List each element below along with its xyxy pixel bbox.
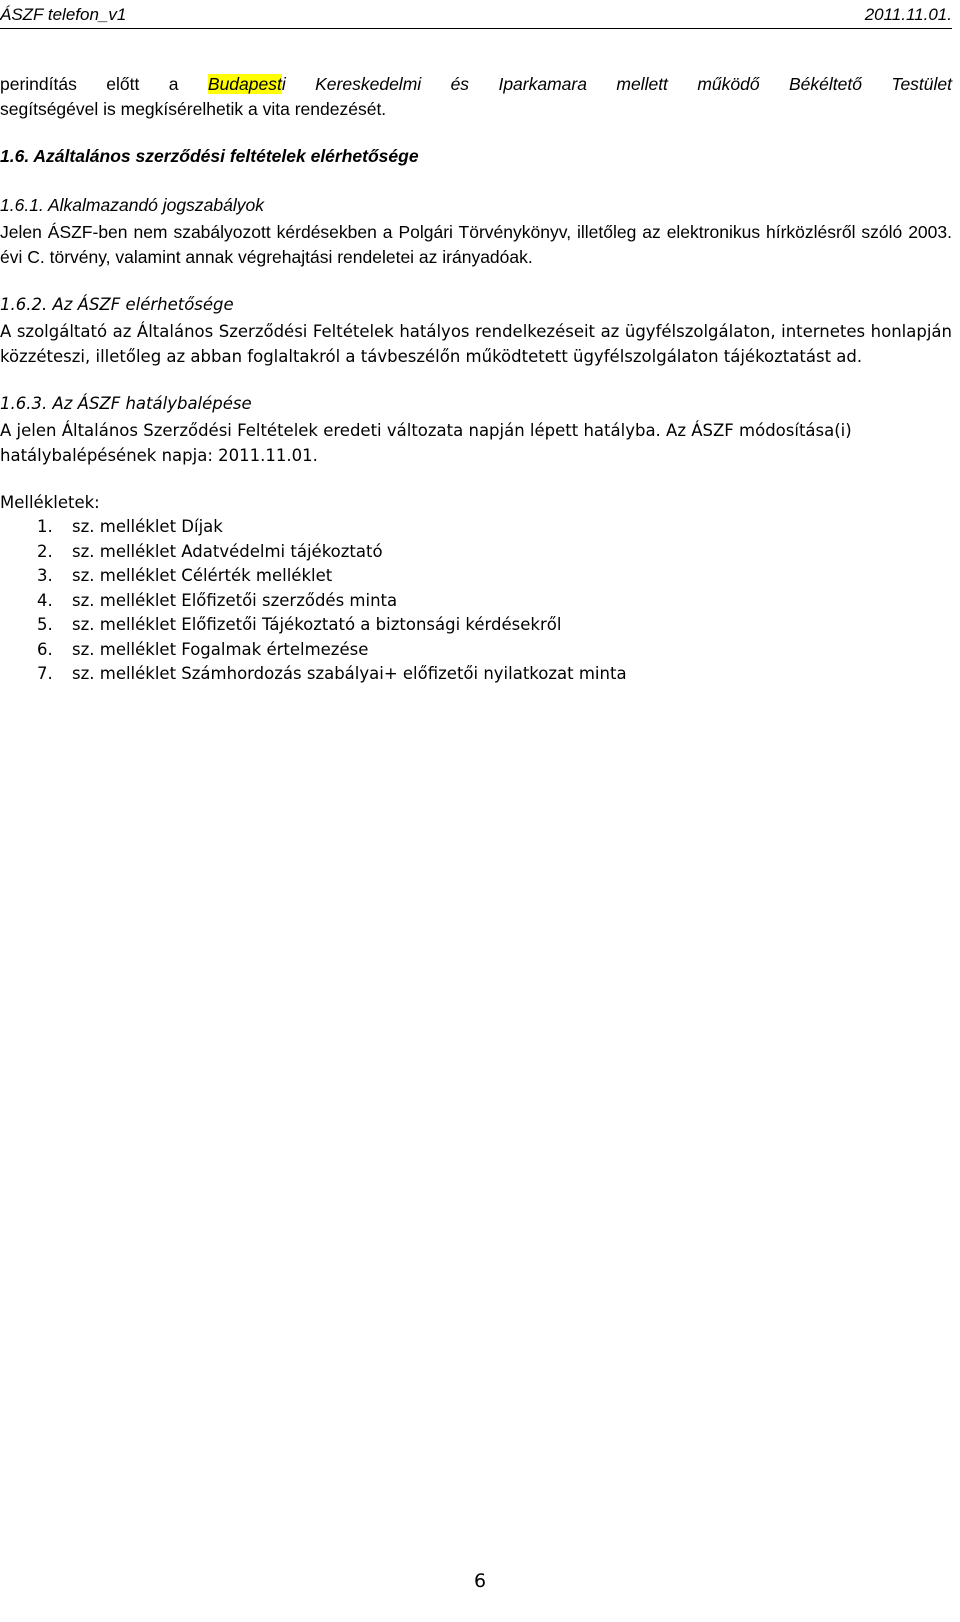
list-item-number: 6. <box>37 639 53 659</box>
intro-text-after: i Kereskedelmi és Iparkamara mellett működő Békéltető Testület <box>281 74 953 94</box>
page-number: 6 <box>473 1570 487 1592</box>
list-item-text: sz. melléklet Fogalmak értelmezése <box>72 639 369 659</box>
section-1-6-3-heading: 1.6.3. Az ÁSZF hatálybalépése <box>0 394 252 413</box>
list-item <box>0 515 952 540</box>
header-doc-title: ÁSZF telefon_v1 <box>0 5 127 24</box>
list-item <box>0 589 952 614</box>
list-item-text: sz. melléklet Előfizetői Tájékoztató a biztonsági kérdésekről <box>72 615 562 634</box>
list-item-number: 3. <box>37 566 53 585</box>
section-1-6-2-heading: 1.6.2. Az ÁSZF elérhetősége <box>0 295 234 314</box>
attachments-title: Mellékletek: <box>0 493 100 512</box>
list-item-text: sz. melléklet Díjak <box>72 517 223 536</box>
list-item <box>0 638 952 663</box>
list-item-text: sz. melléklet Előfizetői szerződés minta <box>72 590 398 610</box>
attachments-list <box>0 515 952 687</box>
section-1-6-heading: 1.6. Azáltalános szerződési feltételek elérhetősége <box>0 146 419 166</box>
intro-text-before: perindítás előtt a <box>0 74 208 94</box>
list-item <box>0 564 952 589</box>
header-date: 2011.11.01. <box>864 5 952 24</box>
intro-line-1 <box>0 72 952 97</box>
list-item <box>0 613 952 638</box>
list-item <box>0 662 952 687</box>
section-1-6-1-heading: 1.6.1. Alkalmazandó jogszabályok <box>0 195 264 215</box>
list-item-text: sz. melléklet Célérték melléklet <box>72 566 333 585</box>
intro-highlight: Budapest <box>207 74 282 94</box>
list-item-number: 4. <box>37 590 53 610</box>
list-item-number: 2. <box>37 541 53 561</box>
list-item-number: 5. <box>37 615 53 634</box>
section-1-6-3-body: A jelen Általános Szerződési Feltételek eredeti változata napján lépett hatályba. Az ÁSZF módosítása(i) hatálybalépésének napja: 2011.11.01. <box>0 421 852 465</box>
list-item-number: 1. <box>37 517 53 536</box>
section-1-6-2-body: A szolgáltató az Általános Szerződési Feltételek hatályos rendelkezéseit az ügyfélszolgálaton, internetes honlapján közzéteszi, illetőleg az abban foglaltakról a távbeszélőn működtetett ügyfélszolgálaton tájékoztatást ad. <box>0 322 952 366</box>
page-content <box>0 72 952 687</box>
page-header <box>0 4 952 29</box>
list-item-text: sz. melléklet Számhordozás szabályai+ előfizetői nyilatkozat minta <box>72 664 627 683</box>
list-item-text: sz. melléklet Adatvédelmi tájékoztató <box>72 541 383 561</box>
list-item <box>0 540 952 565</box>
list-item-number: 7. <box>37 664 53 683</box>
section-1-6-1-body: Jelen ÁSZF-ben nem szabályozott kérdésekben a Polgári Törvénykönyv, illetőleg az elektronikus hírközlésről szóló 2003. évi C. törvény, valamint annak végrehajtási rendeletei az irányadóak. <box>0 222 952 267</box>
intro-line-2: segítségével is megkísérelhetik a vita rendezését. <box>0 99 387 119</box>
